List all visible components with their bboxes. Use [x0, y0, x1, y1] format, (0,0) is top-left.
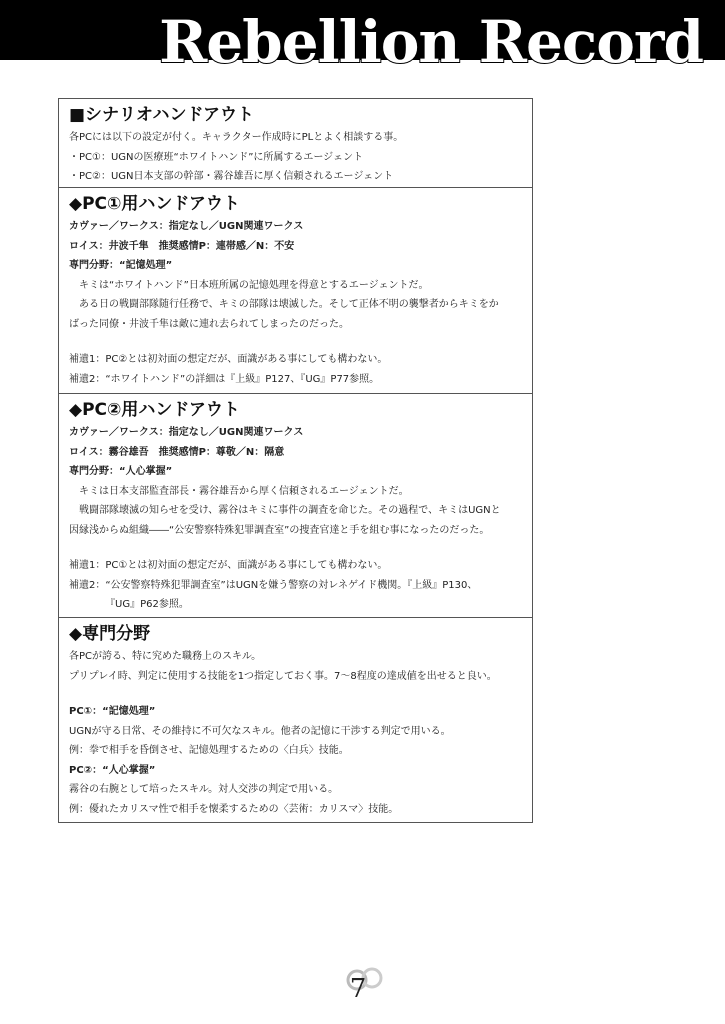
scenario-handout-section	[59, 99, 532, 188]
body-line: キミは“ホワイトハンド”日本班所属の記憶処理を得意とするエージェントだ。	[69, 279, 429, 291]
section-title: ◆専門分野	[69, 624, 151, 644]
text-line: 霧谷の右腕として培ったスキル。対人交渉の判定で用いる。	[69, 784, 339, 795]
section-title: ◆PC①用ハンドアウト	[69, 194, 240, 214]
specialty-line: 専門分野：“人心掌握”	[69, 466, 173, 477]
text-line: UGNが守る日常、その維持に不可欠なスキル。他者の記憶に干渉する判定で用いる。	[69, 725, 451, 737]
handout-box	[58, 98, 533, 823]
section-title: ■シナリオハンドアウト	[69, 105, 255, 125]
cover-works-line: カヴァー／ワークス：指定なし／UGN関連ワークス	[69, 427, 304, 438]
body-line: 戦闘部隊壊滅の知らせを受け、霧谷はキミに事件の調査を命じた。その過程で、キミはUGNと	[69, 505, 501, 516]
page-header-title: Rebellion Record	[159, 8, 703, 76]
text-line: 例：拳で相手を昏倒させ、記憶処理するための〈白兵〉技能。	[69, 745, 349, 756]
section-title: ◆PC②用ハンドアウト	[69, 400, 240, 420]
cover-works-line: カヴァー／ワークス：指定なし／UGN関連ワークス	[69, 221, 304, 232]
body-line: ばった同僚・井波千隼は敵に連れ去られてしまったのだった。	[69, 318, 349, 330]
lois-line: ロイス：井波千隼 推奨感情P：連帯感／N：不安	[69, 240, 295, 252]
text-line: プリプレイ時、判定に使用する技能を1つ指定しておく事。7～8程度の達成値を出せると良い。	[69, 670, 497, 682]
text-line: ・PC②：UGN日本支部の幹部・霧谷雄吾に厚く信頼されるエージェント	[69, 171, 394, 182]
note-line: 補遺2：“ホワイトハンド”の詳細は『上級』P127、『UG』P77参照。	[69, 373, 380, 385]
page-number-area	[335, 962, 395, 1012]
note-line: 補遺1：PC②とは初対面の想定だが、面識がある事にしても構わない。	[69, 354, 388, 365]
body-line: ある日の戦闘部隊随行任務で、キミの部隊は壊滅した。そして正体不明の襲撃者からキミをか	[69, 299, 499, 310]
specialty-section	[59, 618, 532, 822]
specialty-line: 専門分野：“記憶処理”	[69, 260, 173, 271]
note-line: 補遺2：“公安警察特殊犯罪調査室”はUGNを嫌う警察の対レネゲイド機関。『上級』P130、	[69, 579, 478, 591]
page-number: 7	[349, 974, 367, 1004]
pc2-handout-section	[59, 394, 532, 618]
pc2-specialty-title: PC②：“人心掌握”	[69, 764, 156, 776]
body-line: キミは日本支部監査部長・霧谷雄吾から厚く信頼されるエージェントだ。	[69, 485, 409, 497]
pc1-specialty-title: PC①：“記憶処理”	[69, 706, 156, 717]
header-bar	[0, 0, 725, 76]
text-line: ・PC①：UGNの医療班“ホワイトハンド”に所属するエージェント	[69, 151, 363, 163]
text-line: 各PCが誇る、特に究めた職務上のスキル。	[69, 651, 262, 662]
note-line: 『UG』P62参照。	[105, 599, 189, 610]
lois-line: ロイス：霧谷雄吾 推奨感情P：尊敬／N：隔意	[69, 446, 285, 458]
text-line: 各PCには以下の設定が付く。キャラクター作成時にPLとよく相談する事。	[69, 132, 404, 143]
body-line: 因縁浅からぬ組織――“公安警察特殊犯罪調査室”の捜査官達と手を組む事になったのだった。	[69, 524, 490, 536]
pc1-handout-section	[59, 188, 532, 394]
note-line: 補遺1：PC①とは初対面の想定だが、面識がある事にしても構わない。	[69, 560, 388, 571]
text-line: 例：優れたカリスマ性で相手を懐柔するための〈芸術：カリスマ〉技能。	[69, 803, 399, 815]
